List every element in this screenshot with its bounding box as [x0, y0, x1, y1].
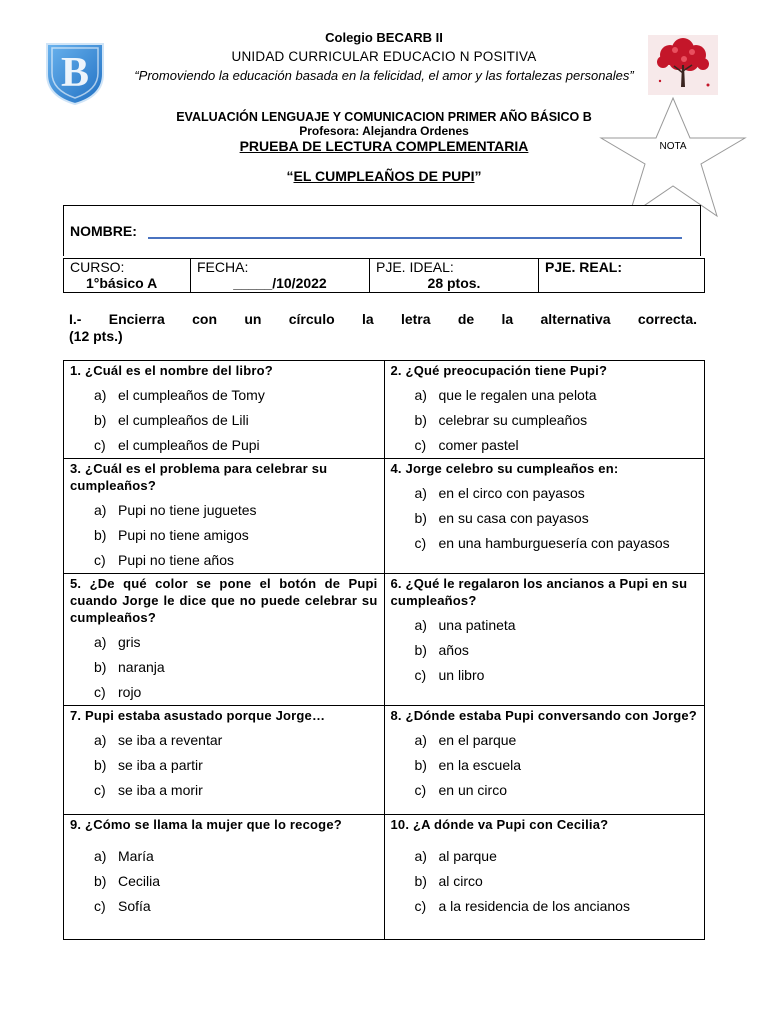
option-c[interactable] [391, 436, 699, 454]
option-b[interactable] [391, 872, 699, 890]
option-a[interactable] [70, 731, 378, 749]
option-text: que le regalen una pelota [438, 387, 597, 403]
option-letter: c) [94, 684, 106, 700]
question-text: 2. ¿Qué preocupación tiene Pupi? [390, 363, 608, 378]
question-text: 5. ¿De qué color se pone el botón de Pupi cuando Jorge le dice que no puede celebrar su cumpleaños? [70, 576, 378, 625]
option-letter: b) [94, 659, 107, 675]
question-text: 9. ¿Cómo se llama la mujer que lo recoge? [70, 817, 342, 832]
question-text: 7. Pupi estaba asustado porque Jorge… [70, 708, 326, 723]
curricular-unit: UNIDAD CURRICULAR EDUCACIO N POSITIVA [231, 49, 537, 64]
option-a[interactable] [391, 616, 699, 634]
option-letter: a) [414, 387, 427, 403]
option-letter: c) [414, 782, 427, 798]
question-4 [384, 459, 705, 574]
option-text: comer pastel [438, 437, 519, 453]
option-letter: c) [414, 437, 427, 453]
option-c[interactable] [70, 436, 378, 454]
option-text: el cumpleaños de Tomy [118, 387, 265, 403]
curso-label: CURSO: [70, 259, 125, 275]
tree-image [648, 35, 718, 95]
option-b[interactable] [70, 872, 378, 890]
option-letter: b) [414, 510, 427, 526]
option-text: un libro [438, 667, 485, 683]
book-close-quote: ” [474, 168, 482, 184]
student-info-table [63, 258, 705, 293]
school-logo [44, 40, 106, 106]
option-text: el cumpleaños de Lili [118, 412, 249, 428]
name-box [63, 205, 701, 256]
name-field[interactable] [148, 237, 682, 239]
questions-table [63, 360, 705, 940]
teacher-name: Profesora: Alejandra Ordenes [299, 124, 469, 138]
question-text: 8. ¿Dónde estaba Pupi conversando con Jorge? [390, 708, 697, 723]
fecha-cell [191, 259, 370, 293]
exam-subtitle-text: PRUEBA DE LECTURA COMPLEMENTARIA [239, 138, 529, 154]
option-text: en el circo con payasos [438, 485, 585, 501]
question-3 [64, 459, 385, 574]
option-letter: c) [94, 782, 106, 798]
question-1 [64, 361, 385, 459]
option-b[interactable] [391, 641, 699, 659]
option-letter: b) [94, 527, 107, 543]
option-text: celebrar su cumpleaños [438, 412, 588, 428]
option-b[interactable] [391, 411, 699, 429]
option-letter: a) [94, 387, 107, 403]
option-letter: a) [94, 502, 107, 518]
logo-letter: B [60, 50, 90, 96]
option-letter: b) [414, 642, 427, 658]
option-letter: c) [414, 535, 427, 551]
option-letter: c) [94, 552, 106, 568]
option-text: Cecilia [118, 873, 161, 889]
option-text: a la residencia de los ancianos [438, 898, 630, 914]
curso-value: 1°básico A [86, 275, 158, 291]
option-text: en el parque [438, 732, 517, 748]
option-a[interactable] [70, 847, 378, 865]
exam-title: EVALUACIÓN LENGUAJE Y COMUNICACION PRIMER AÑO BÁSICO B [176, 110, 592, 124]
option-letter: c) [414, 667, 427, 683]
option-b[interactable] [70, 756, 378, 774]
pje-ideal-label: PJE. IDEAL: [376, 259, 454, 275]
question-text: 3. ¿Cuál es el problema para celebrar su cumpleaños? [70, 461, 328, 493]
option-b[interactable] [70, 526, 378, 544]
pje-real-cell[interactable] [539, 259, 705, 293]
option-letter: b) [94, 757, 107, 773]
curso-cell [64, 259, 191, 293]
option-a[interactable] [70, 633, 378, 651]
question-2 [384, 361, 705, 459]
option-text: años [438, 642, 469, 658]
option-letter: a) [94, 732, 107, 748]
option-text: al parque [438, 848, 497, 864]
option-c[interactable] [70, 551, 378, 569]
question-7 [64, 706, 385, 815]
option-a[interactable] [391, 731, 699, 749]
option-text: se iba a morir [118, 782, 203, 798]
instructions-line1: I.- Encierra con un círculo la letra de la alternativa correcta. [69, 311, 697, 327]
option-text: al circo [438, 873, 483, 889]
option-letter: a) [414, 485, 427, 501]
option-letter: a) [94, 634, 107, 650]
option-letter: c) [414, 898, 427, 914]
option-letter: b) [414, 412, 427, 428]
option-c[interactable] [70, 683, 378, 701]
option-text: se iba a reventar [118, 732, 223, 748]
question-text: 1. ¿Cuál es el nombre del libro? [70, 363, 273, 378]
option-b[interactable] [391, 509, 699, 527]
option-a[interactable] [70, 386, 378, 404]
book-open-quote: “ [286, 168, 294, 184]
option-c[interactable] [391, 666, 699, 684]
option-text: el cumpleaños de Pupi [118, 437, 260, 453]
option-text: Pupi no tiene juguetes [118, 502, 257, 518]
option-letter: a) [94, 848, 107, 864]
option-c[interactable] [391, 897, 699, 915]
option-letter: c) [94, 437, 106, 453]
question-10 [384, 815, 705, 940]
question-text: 6. ¿Qué le regalaron los ancianos a Pupi en su cumpleaños? [390, 576, 688, 608]
option-c[interactable] [70, 781, 378, 799]
option-text: naranja [118, 659, 165, 675]
option-b[interactable] [70, 658, 378, 676]
book-title-text: EL CUMPLEAÑOS DE PUPI [293, 168, 475, 184]
pje-ideal-value: 28 ptos. [427, 275, 481, 291]
option-letter: b) [94, 873, 107, 889]
option-text: se iba a partir [118, 757, 203, 773]
option-c[interactable] [391, 534, 699, 552]
question-6 [384, 574, 705, 706]
option-text: en la escuela [438, 757, 522, 773]
question-8 [384, 706, 705, 815]
pje-real-label: PJE. REAL: [545, 259, 623, 275]
option-text: en una hamburguesería con payasos [438, 535, 670, 551]
option-a[interactable] [391, 484, 699, 502]
option-text: gris [118, 634, 141, 650]
instructions-line2: (12 pts.) [69, 328, 123, 344]
option-letter: b) [414, 873, 427, 889]
option-letter: b) [94, 412, 107, 428]
option-letter: b) [414, 757, 427, 773]
question-5 [64, 574, 385, 706]
option-text: en un circo [438, 782, 507, 798]
option-text: Pupi no tiene años [118, 552, 234, 568]
option-letter: a) [414, 848, 427, 864]
option-c[interactable] [70, 897, 378, 915]
grade-star-label: NOTA [659, 141, 687, 152]
option-a[interactable] [391, 847, 699, 865]
school-name: Colegio BECARB II [325, 30, 443, 45]
question-9 [64, 815, 385, 940]
option-text: María [118, 848, 154, 864]
option-b[interactable] [70, 411, 378, 429]
option-text: una patineta [438, 617, 516, 633]
option-text: en su casa con payasos [438, 510, 589, 526]
option-c[interactable] [391, 781, 699, 799]
option-letter: a) [414, 617, 427, 633]
option-a[interactable] [70, 501, 378, 519]
option-text: Pupi no tiene amigos [118, 527, 249, 543]
pje-ideal-cell [370, 259, 539, 293]
option-text: Sofía [118, 898, 151, 914]
fecha-label: FECHA: [197, 259, 249, 275]
fecha-value[interactable]: _____/10/2022 [233, 275, 327, 291]
option-text: rojo [118, 684, 142, 700]
question-text: 4. Jorge celebro su cumpleaños en: [390, 461, 619, 476]
name-label: NOMBRE: [70, 223, 137, 239]
option-letter: c) [94, 898, 106, 914]
question-text: 10. ¿A dónde va Pupi con Cecilia? [390, 817, 609, 832]
option-a[interactable] [391, 386, 699, 404]
option-letter: a) [414, 732, 427, 748]
option-b[interactable] [391, 756, 699, 774]
school-motto: “Promoviendo la educación basada en la felicidad, el amor y las fortalezas personales” [134, 68, 634, 83]
